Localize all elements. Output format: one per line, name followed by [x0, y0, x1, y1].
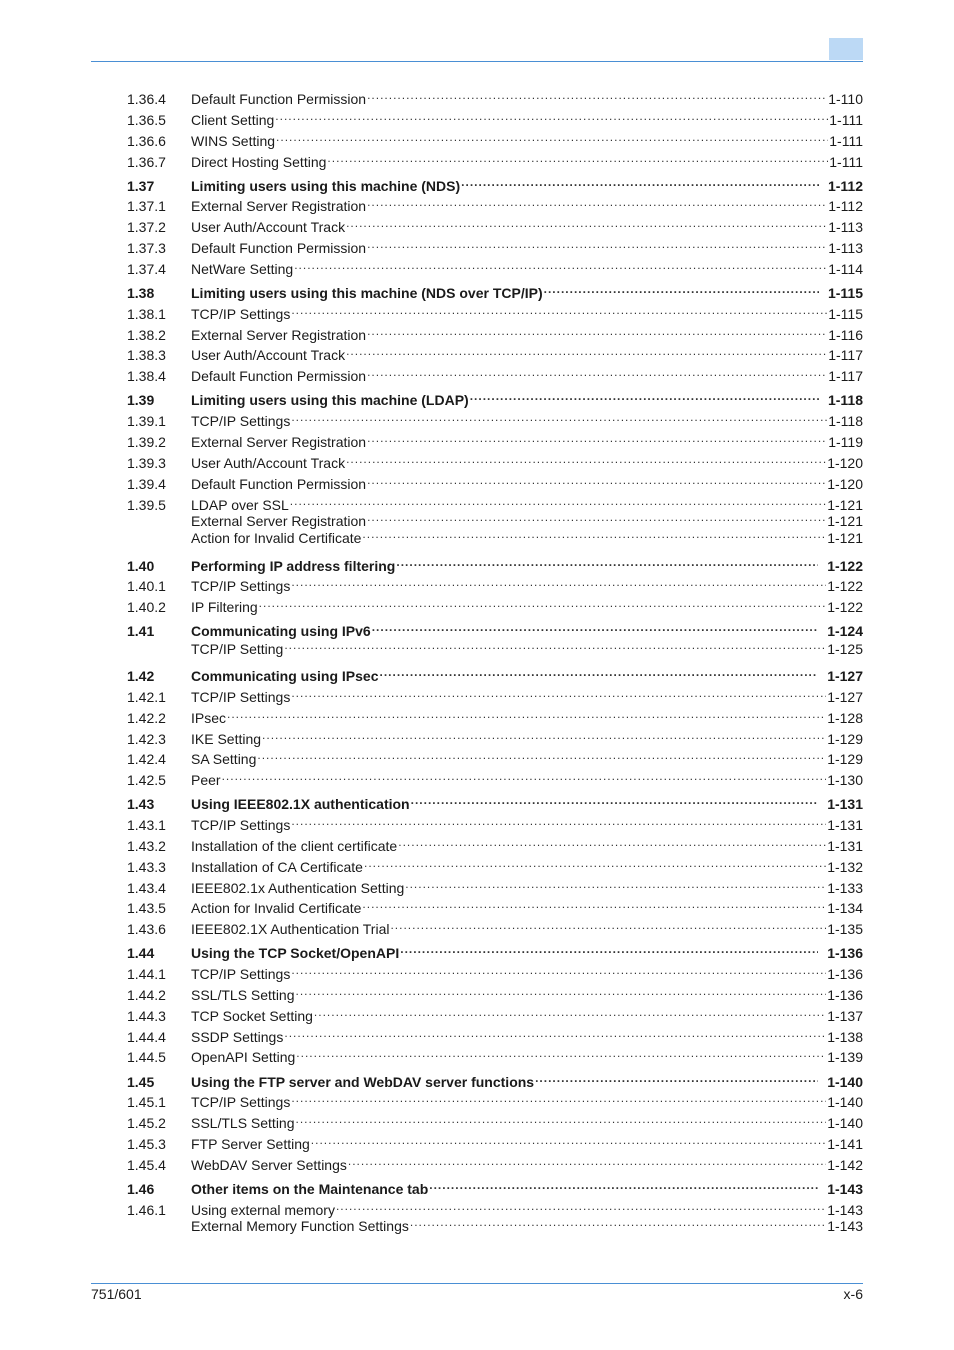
- toc-entry-title: External Server Registration: [191, 513, 367, 529]
- toc-entry[interactable]: [127, 636, 863, 657]
- toc-entry[interactable]: [127, 193, 863, 214]
- toc-section-entry[interactable]: [127, 1176, 863, 1197]
- toc-entry[interactable]: [127, 594, 863, 615]
- toc-entry[interactable]: [127, 214, 863, 235]
- toc-entry-page: 1-140: [827, 1094, 863, 1110]
- toc-entry-page: 1-129: [827, 751, 863, 767]
- toc-entry-number: 1.45: [127, 1074, 155, 1090]
- toc-dot-leader: [276, 128, 828, 146]
- toc-entry-page: 1-134: [827, 900, 863, 916]
- toc-entry-title: TCP/IP Setting: [191, 641, 284, 657]
- toc-entry[interactable]: [127, 235, 863, 256]
- toc-entry-number: 1.42.2: [127, 710, 166, 726]
- toc-entry-page: 1-111: [829, 133, 863, 149]
- toc-section-entry[interactable]: [127, 387, 863, 408]
- toc-entry[interactable]: [127, 1089, 863, 1110]
- toc-entry[interactable]: [127, 573, 863, 594]
- toc-entry-page: 1-138: [827, 1029, 863, 1045]
- toc-entry[interactable]: [127, 1110, 863, 1131]
- toc-entry[interactable]: [127, 961, 863, 982]
- toc-entry[interactable]: [127, 256, 863, 277]
- toc-entry-page: 1-131: [827, 838, 863, 854]
- toc-dot-leader: [296, 982, 827, 1000]
- toc-dot-leader: [227, 705, 826, 723]
- toc-entry-number: 1.43.1: [127, 817, 166, 833]
- toc-entry-number: 1.39.3: [127, 455, 166, 471]
- toc-entry-title: IP Filtering: [191, 599, 258, 615]
- toc-entry-page: 1-115: [828, 306, 863, 322]
- toc-entry-number: 1.45.3: [127, 1136, 166, 1152]
- toc-entry-number: 1.36.7: [127, 154, 166, 170]
- toc-dot-leader: [411, 791, 819, 809]
- toc-dot-leader: [259, 594, 827, 612]
- toc-entry-page: 1-113: [828, 219, 863, 235]
- toc-entry-page: 1-118: [828, 413, 863, 429]
- toc-entry-page: 1-142: [827, 1157, 863, 1173]
- toc-dot-leader: [348, 1152, 826, 1170]
- toc-entry-page: 1-143: [827, 1181, 863, 1197]
- toc-entry[interactable]: [127, 408, 863, 429]
- toc-entry-number: 1.37.3: [127, 240, 166, 256]
- toc-entry-title: TCP/IP Settings: [191, 966, 291, 982]
- toc-entry-number: 1.36.6: [127, 133, 166, 149]
- toc-dot-leader: [367, 322, 827, 340]
- toc-entry[interactable]: [127, 508, 863, 529]
- toc-dot-leader: [362, 525, 826, 543]
- toc-entry-title: WINS Setting: [191, 133, 276, 149]
- toc-entry-title: SSL/TLS Setting: [191, 1115, 295, 1131]
- toc-entry-page: 1-124: [827, 623, 863, 639]
- toc-entry-number: 1.38.2: [127, 327, 166, 343]
- toc-entry-page: 1-136: [827, 945, 863, 961]
- toc-entry-page: 1-129: [827, 731, 863, 747]
- toc-dot-leader: [346, 450, 826, 468]
- toc-entry-title: SSDP Settings: [191, 1029, 284, 1045]
- toc-entry-number: 1.39.2: [127, 434, 166, 450]
- toc-dot-leader: [346, 214, 827, 232]
- toc-entry-title: External Server Registration: [191, 434, 367, 450]
- toc-entry-number: 1.44.3: [127, 1008, 166, 1024]
- toc-entry-title: SA Setting: [191, 751, 257, 767]
- footer-page-number: x-6: [843, 1286, 863, 1302]
- toc-entry-number: 1.44.1: [127, 966, 166, 982]
- toc-entry-number: 1.36.5: [127, 112, 166, 128]
- toc-entry[interactable]: [127, 767, 863, 788]
- toc-dot-leader: [291, 961, 826, 979]
- toc-entry-title: NetWare Setting: [191, 261, 294, 277]
- toc-entry-title: Installation of the client certificate: [191, 838, 398, 854]
- toc-entry-title: WebDAV Server Settings: [191, 1157, 347, 1173]
- toc-entry-number: 1.45.4: [127, 1157, 166, 1173]
- toc-entry-page: 1-143: [827, 1202, 863, 1218]
- toc-entry[interactable]: [127, 149, 863, 170]
- toc-section-entry[interactable]: [127, 1069, 863, 1090]
- toc-entry[interactable]: [127, 525, 863, 546]
- toc-entry-number: 1.44: [127, 945, 155, 961]
- toc-dot-leader: [367, 429, 827, 447]
- toc-dot-leader: [429, 1176, 818, 1194]
- toc-entry[interactable]: [127, 1003, 863, 1024]
- toc-entry-page: 1-140: [827, 1115, 863, 1131]
- toc-entry-number: 1.40: [127, 558, 155, 574]
- toc-entry-page: 1-120: [827, 455, 863, 471]
- toc-entry[interactable]: [127, 301, 863, 322]
- toc-dot-leader: [367, 193, 827, 211]
- toc-entry-title: Using external memory: [191, 1202, 335, 1218]
- toc-entry-page: 1-122: [827, 578, 863, 594]
- toc-entry-page: 1-139: [827, 1049, 863, 1065]
- toc-entry-title: Communicating using IPv6: [191, 623, 371, 639]
- toc-entry-page: 1-111: [829, 112, 863, 128]
- toc-entry-page: 1-110: [828, 91, 863, 107]
- toc-entry-number: 1.46.1: [127, 1202, 166, 1218]
- toc-section-entry[interactable]: [127, 663, 863, 684]
- toc-section-entry[interactable]: [127, 940, 863, 961]
- toc-entry-title: FTP Server Setting: [191, 1136, 310, 1152]
- toc-dot-leader: [257, 746, 826, 764]
- toc-entry-page: 1-119: [828, 434, 863, 450]
- toc-entry-number: 1.39.4: [127, 476, 166, 492]
- toc-entry[interactable]: [127, 684, 863, 705]
- toc-entry[interactable]: [127, 916, 863, 937]
- toc-entry-title: External Memory Function Settings: [191, 1218, 409, 1234]
- toc-entry-page: 1-117: [828, 368, 863, 384]
- toc-entry-title: User Auth/Account Track: [191, 455, 346, 471]
- toc-dot-leader: [461, 173, 819, 191]
- toc-dot-leader: [372, 618, 818, 636]
- toc-entry-page: 1-118: [827, 392, 863, 408]
- toc-entry-number: 1.38.4: [127, 368, 166, 384]
- toc-entry-title: TCP/IP Settings: [191, 689, 291, 705]
- toc-dot-leader: [405, 875, 826, 893]
- toc-entry-number: 1.42.5: [127, 772, 166, 788]
- toc-dot-leader: [262, 726, 826, 744]
- toc-section-entry[interactable]: [127, 618, 863, 639]
- toc-dot-leader: [544, 280, 819, 298]
- toc-entry-page: 1-128: [827, 710, 863, 726]
- toc-entry-title: Client Setting: [191, 112, 275, 128]
- toc-entry-title: Peer: [191, 772, 221, 788]
- toc-dot-leader: [222, 767, 827, 785]
- toc-entry-number: 1.39.1: [127, 413, 166, 429]
- toc-dot-leader: [291, 301, 827, 319]
- toc-dot-leader: [367, 471, 826, 489]
- toc-entry-number: 1.37.4: [127, 261, 166, 277]
- toc-entry[interactable]: [127, 342, 863, 363]
- toc-entry-page: 1-121: [827, 513, 863, 529]
- footer-rule: [91, 1283, 863, 1284]
- toc-dot-leader: [284, 1024, 826, 1042]
- toc-entry-page: 1-122: [827, 558, 863, 574]
- toc-entry-number: 1.42: [127, 668, 155, 684]
- toc-entry-page: 1-131: [827, 817, 863, 833]
- toc-entry-page: 1-120: [827, 476, 863, 492]
- toc-entry[interactable]: [127, 1024, 863, 1045]
- toc-entry-title: Default Function Permission: [191, 91, 367, 107]
- toc-entry-number: 1.37.2: [127, 219, 166, 235]
- toc-dot-leader: [362, 895, 826, 913]
- toc-entry-number: 1.43.4: [127, 880, 166, 896]
- toc-entry-title: External Server Registration: [191, 198, 367, 214]
- toc-dot-leader: [327, 149, 828, 167]
- toc-entry-page: 1-130: [827, 772, 863, 788]
- toc-entry-title: TCP Socket Setting: [191, 1008, 313, 1024]
- toc-entry-title: TCP/IP Settings: [191, 306, 291, 322]
- toc-entry-title: LDAP over SSL: [191, 497, 289, 513]
- toc-entry-number: 1.43.6: [127, 921, 166, 937]
- toc-dot-leader: [367, 235, 827, 253]
- toc-entry[interactable]: [127, 812, 863, 833]
- toc-dot-leader: [396, 553, 818, 571]
- toc-dot-leader: [470, 387, 819, 405]
- toc-section-entry[interactable]: [127, 280, 863, 301]
- toc-entry-number: 1.43.5: [127, 900, 166, 916]
- toc-entry-page: 1-132: [827, 859, 863, 875]
- toc-entry-title: Direct Hosting Setting: [191, 154, 327, 170]
- toc-entry-number: 1.44.5: [127, 1049, 166, 1065]
- toc-entry-title: Default Function Permission: [191, 368, 367, 384]
- toc-entry-number: 1.39: [127, 392, 155, 408]
- toc-dot-leader: [291, 684, 826, 702]
- toc-entry-page: 1-137: [827, 1008, 863, 1024]
- toc-dot-leader: [296, 1044, 826, 1062]
- toc-entry-page: 1-114: [828, 261, 863, 277]
- toc-entry-page: 1-112: [827, 178, 863, 194]
- toc-entry-title: IKE Setting: [191, 731, 262, 747]
- toc-dot-leader: [296, 1110, 827, 1128]
- toc-entry-title: Communicating using IPsec: [191, 668, 379, 684]
- toc-entry-title: Using the TCP Socket/OpenAPI: [191, 945, 400, 961]
- toc-dot-leader: [367, 363, 827, 381]
- toc-entry-page: 1-121: [827, 530, 863, 546]
- toc-dot-leader: [291, 573, 826, 591]
- toc-entry[interactable]: [127, 1152, 863, 1173]
- toc-entry-number: 1.43: [127, 796, 155, 812]
- toc-entry-title: User Auth/Account Track: [191, 219, 346, 235]
- toc-entry-number: 1.43.2: [127, 838, 166, 854]
- toc-entry-number: 1.46: [127, 1181, 155, 1197]
- toc-dot-leader: [535, 1069, 818, 1087]
- toc-entry[interactable]: [127, 363, 863, 384]
- toc-entry[interactable]: [127, 322, 863, 343]
- toc-entry-page: 1-112: [828, 198, 863, 214]
- toc-section-entry[interactable]: [127, 173, 863, 194]
- toc-entry-title: TCP/IP Settings: [191, 817, 291, 833]
- toc-entry-number: 1.40.2: [127, 599, 166, 615]
- toc-entry-page: 1-117: [828, 347, 863, 363]
- toc-entry-page: 1-111: [829, 154, 863, 170]
- toc-dot-leader: [400, 940, 818, 958]
- toc-entry-page: 1-121: [827, 497, 863, 513]
- toc-entry-number: 1.39.5: [127, 497, 166, 513]
- toc-entry-title: Performing IP address filtering: [191, 558, 396, 574]
- toc-entry-title: User Auth/Account Track: [191, 347, 346, 363]
- toc-dot-leader: [367, 86, 827, 104]
- toc-entry[interactable]: [127, 471, 863, 492]
- toc-entry[interactable]: [127, 982, 863, 1003]
- toc-entry-number: 1.42.4: [127, 751, 166, 767]
- toc-entry-page: 1-127: [827, 689, 863, 705]
- toc-entry-page: 1-135: [827, 921, 863, 937]
- toc-entry-title: Limiting users using this machine (NDS over TCP/IP): [191, 285, 543, 301]
- toc-entry-page: 1-136: [827, 987, 863, 1003]
- toc-entry-title: TCP/IP Settings: [191, 578, 291, 594]
- toc-dot-leader: [314, 1003, 826, 1021]
- toc-entry-number: 1.38: [127, 285, 155, 301]
- toc-entry-number: 1.40.1: [127, 578, 166, 594]
- toc-entry-page: 1-125: [827, 641, 863, 657]
- toc-entry-title: Using IEEE802.1X authentication: [191, 796, 410, 812]
- toc-entry-title: TCP/IP Settings: [191, 413, 291, 429]
- toc-dot-leader: [284, 636, 826, 654]
- toc-entry-page: 1-115: [827, 285, 863, 301]
- toc-entry-page: 1-116: [828, 327, 863, 343]
- toc-dot-leader: [364, 854, 826, 872]
- toc-entry-page: 1-143: [827, 1218, 863, 1234]
- toc-entry-title: IEEE802.1X Authentication Trial: [191, 921, 390, 937]
- toc-entry-number: 1.38.3: [127, 347, 166, 363]
- toc-entry-number: 1.38.1: [127, 306, 166, 322]
- toc-entry-title: Limiting users using this machine (NDS): [191, 178, 461, 194]
- toc-entry[interactable]: [127, 875, 863, 896]
- toc-entry-page: 1-122: [827, 599, 863, 615]
- toc-entry-page: 1-133: [827, 880, 863, 896]
- toc-entry-title: Action for Invalid Certificate: [191, 900, 362, 916]
- toc-entry-number: 1.36.4: [127, 91, 166, 107]
- toc-dot-leader: [410, 1213, 826, 1231]
- toc-section-entry[interactable]: [127, 791, 863, 812]
- toc-entry-title: IEEE802.1x Authentication Setting: [191, 880, 405, 896]
- footer-model: 751/601: [91, 1286, 142, 1302]
- toc-entry[interactable]: [127, 1213, 863, 1234]
- toc-dot-leader: [291, 1089, 826, 1107]
- toc-entry-title: Other items on the Maintenance tab: [191, 1181, 429, 1197]
- toc-dot-leader: [291, 812, 826, 830]
- toc-entry[interactable]: [127, 1044, 863, 1065]
- toc-dot-leader: [379, 663, 818, 681]
- toc-entry-number: 1.42.3: [127, 731, 166, 747]
- toc-entry-number: 1.42.1: [127, 689, 166, 705]
- toc-entry-number: 1.44.4: [127, 1029, 166, 1045]
- toc-dot-leader: [311, 1131, 826, 1149]
- toc-entry-title: Action for Invalid Certificate: [191, 530, 362, 546]
- toc-dot-leader: [294, 256, 827, 274]
- toc-entry-page: 1-141: [827, 1136, 863, 1152]
- toc-entry-page: 1-136: [827, 966, 863, 982]
- toc-dot-leader: [398, 833, 826, 851]
- toc-dot-leader: [390, 916, 826, 934]
- toc-entry[interactable]: [127, 429, 863, 450]
- toc-entry-title: Installation of CA Certificate: [191, 859, 363, 875]
- toc-entry-title: Using the FTP server and WebDAV server functions: [191, 1074, 535, 1090]
- toc-entry-number: 1.44.2: [127, 987, 166, 1003]
- toc-entry-number: 1.45.2: [127, 1115, 166, 1131]
- toc-entry-number: 1.37: [127, 178, 155, 194]
- toc-entry-number: 1.45.1: [127, 1094, 166, 1110]
- toc-dot-leader: [346, 342, 827, 360]
- toc-entry-number: 1.41: [127, 623, 155, 639]
- toc-entry-number: 1.43.3: [127, 859, 166, 875]
- toc-entry-page: 1-127: [827, 668, 863, 684]
- toc-entry-title: IPsec: [191, 710, 227, 726]
- toc-dot-leader: [291, 408, 827, 426]
- toc-entry[interactable]: [127, 746, 863, 767]
- toc-entry[interactable]: [127, 86, 863, 107]
- toc-dot-leader: [367, 508, 826, 526]
- toc-entry-title: SSL/TLS Setting: [191, 987, 295, 1003]
- toc-entry-page: 1-140: [827, 1074, 863, 1090]
- toc-entry-page: 1-113: [828, 240, 863, 256]
- toc-entry[interactable]: [127, 107, 863, 128]
- toc-entry[interactable]: [127, 833, 863, 854]
- toc-entry-page: 1-131: [827, 796, 863, 812]
- toc-entry[interactable]: [127, 895, 863, 916]
- toc-entry-title: TCP/IP Settings: [191, 1094, 291, 1110]
- toc-entry-title: OpenAPI Setting: [191, 1049, 296, 1065]
- toc-entry[interactable]: [127, 1131, 863, 1152]
- toc-entry[interactable]: [127, 705, 863, 726]
- toc-entry-title: External Server Registration: [191, 327, 367, 343]
- toc-entry[interactable]: [127, 128, 863, 149]
- toc-entry[interactable]: [127, 854, 863, 875]
- toc-dot-leader: [275, 107, 828, 125]
- toc-entry-number: 1.37.1: [127, 198, 166, 214]
- toc-entry-title: Limiting users using this machine (LDAP): [191, 392, 469, 408]
- toc-entry-title: Default Function Permission: [191, 476, 367, 492]
- toc-section-entry[interactable]: [127, 553, 863, 574]
- toc-entry-title: Default Function Permission: [191, 240, 367, 256]
- toc-entry[interactable]: [127, 726, 863, 747]
- toc-entry[interactable]: [127, 450, 863, 471]
